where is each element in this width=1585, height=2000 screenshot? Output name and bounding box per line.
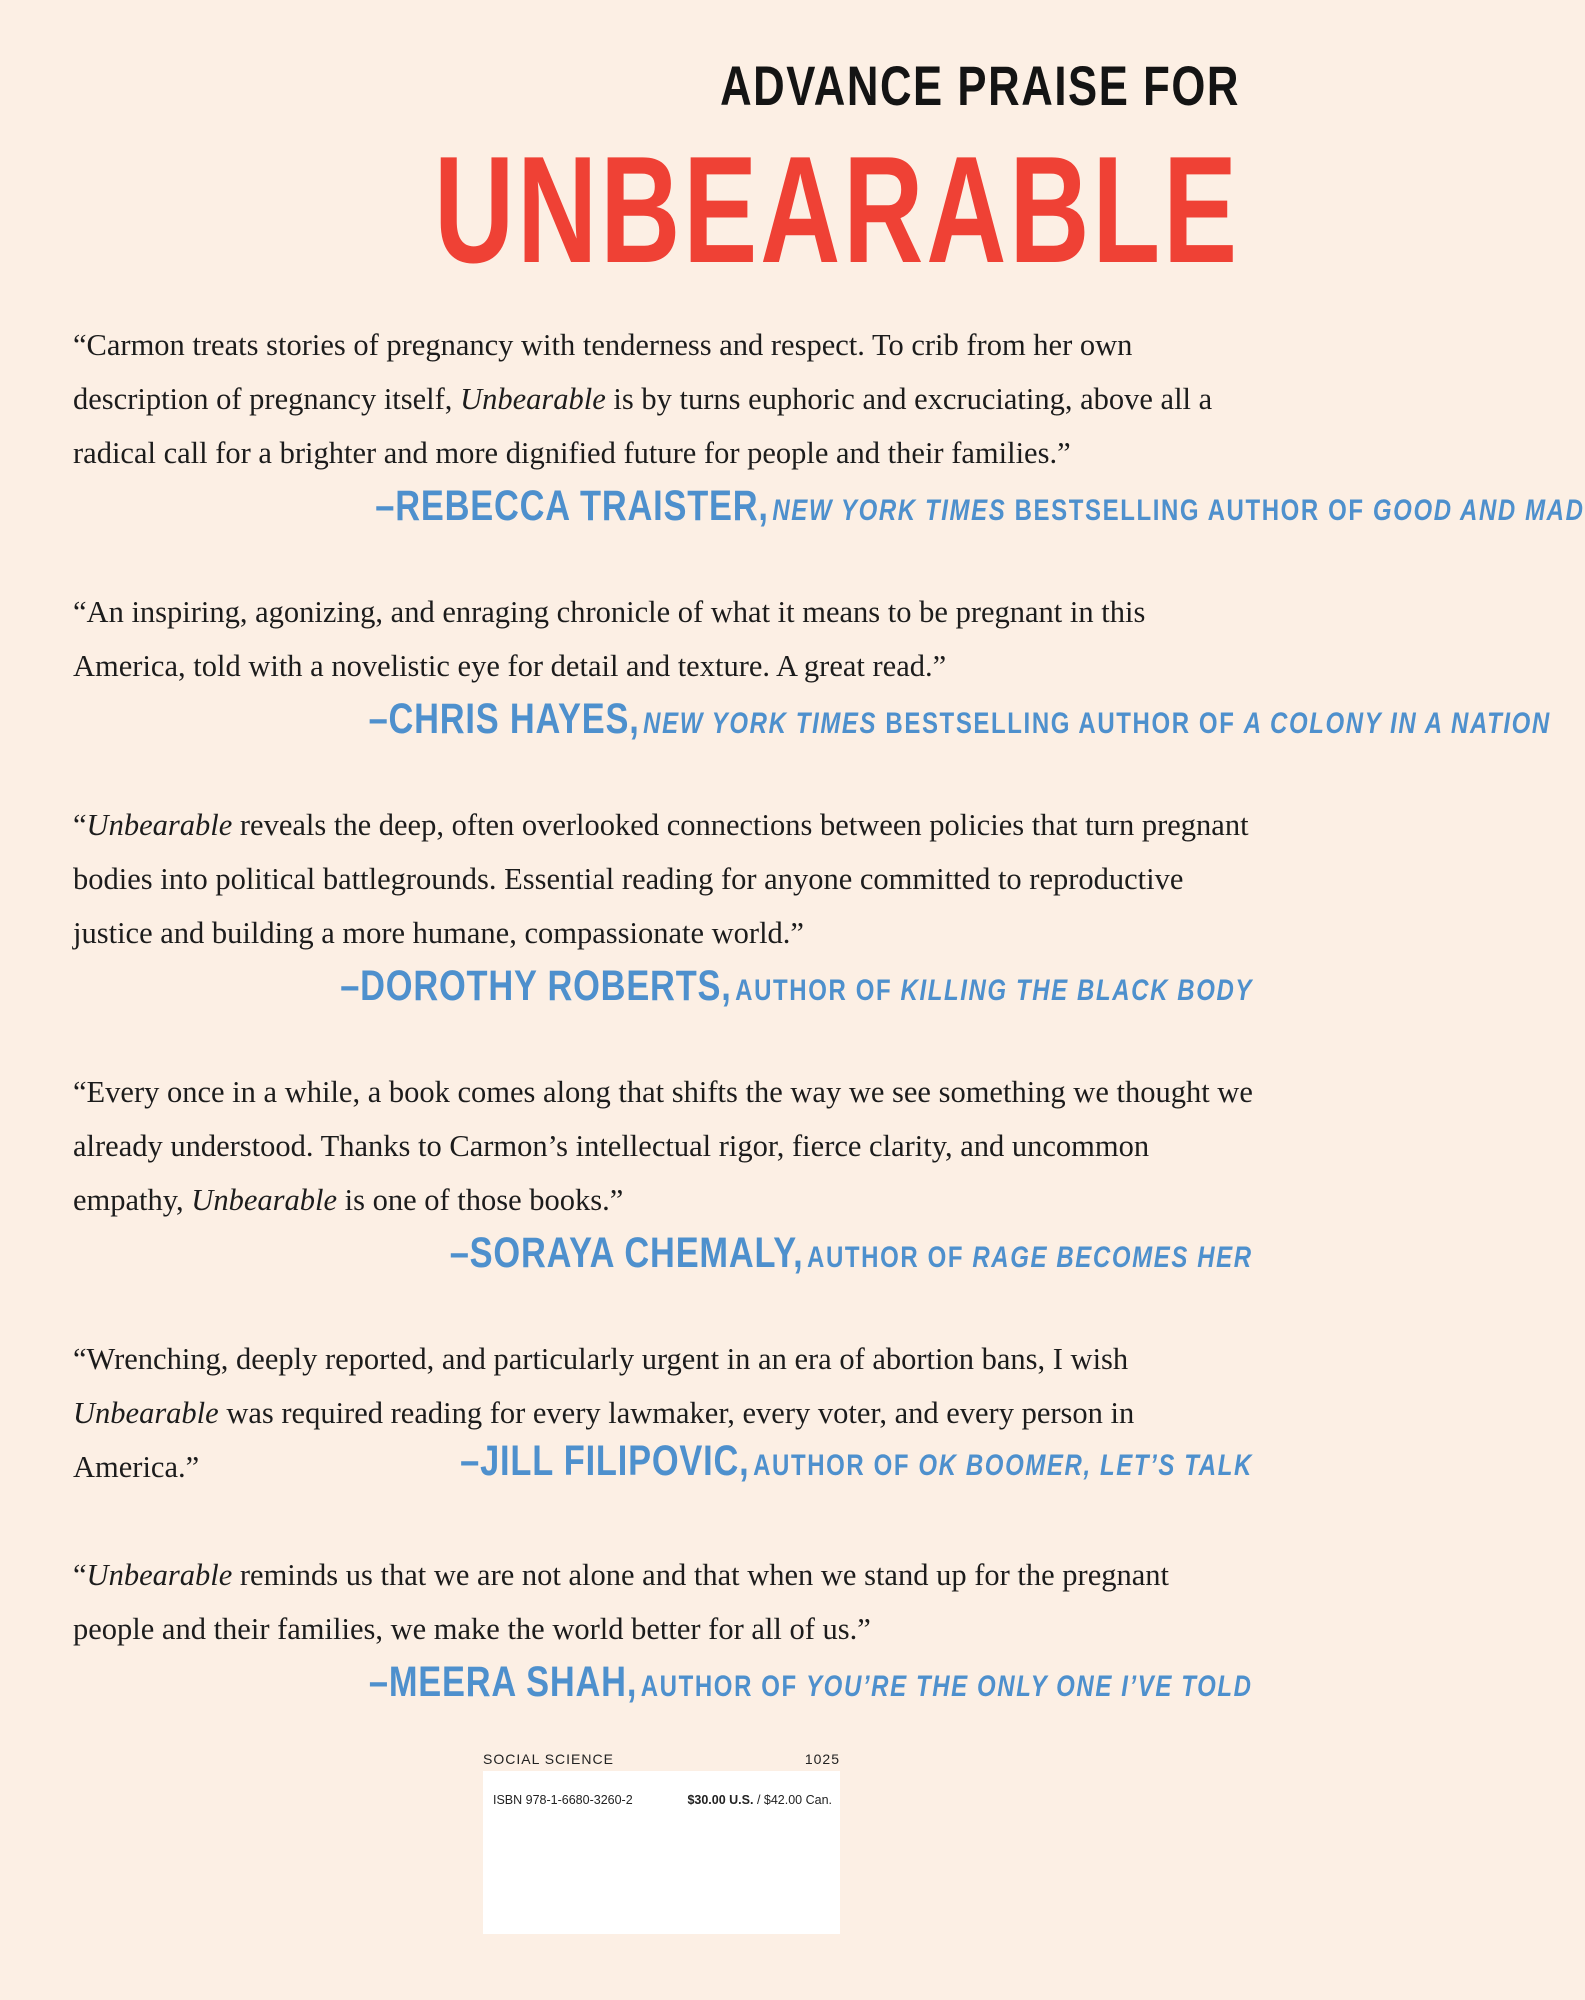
quote-text: “An inspiring, agonizing, and enraging chronicle of what it means to be pregnant in this America, told with a novelistic eye for detail and texture. A great read.”	[73, 595, 1146, 683]
author-name: –DOROTHY ROBERTS,	[340, 962, 732, 1010]
book-title: UNBEARABLE	[434, 125, 1240, 295]
book-category: SOCIAL SCIENCE	[483, 1751, 614, 1767]
quote-block	[73, 585, 1551, 744]
author-name: –JILL FILIPOVIC,	[460, 1437, 750, 1485]
quote-text: “Unbearable reveals the deep, often overlooked connections between policies that turn pregnant bodies into political battlegrounds. Essential reading for anyone committed to reproductive justice and building a more humane, compassionate world.”	[73, 808, 1249, 950]
author-name: –CHRIS HAYES,	[368, 695, 640, 743]
barcode-area	[483, 1771, 840, 1934]
quote-text: “Carmon treats stories of pregnancy with tenderness and respect. To crib from her own description of pregnancy itself, Unbearable is by turns euphoric and excruciating, above all a radical call for a brighter and more dignified future for people and their families.”	[73, 328, 1213, 470]
quote-block	[73, 1548, 1253, 1707]
author-credential: NEW YORK TIMES BESTSELLING AUTHOR OF A COLONY IN A NATION	[643, 707, 1551, 740]
quote-text: “Every once in a while, a book comes along that shifts the way we see something we thought we already understood. Thanks to Carmon’s intellectual rigor, fierce clarity, and uncommon empathy, Unbearable is one of those books.”	[73, 1075, 1253, 1217]
barcode-header	[483, 1751, 840, 1767]
quote-block	[73, 1332, 1253, 1494]
price: $30.00 U.S. / $42.00 Can.	[687, 1793, 832, 1807]
isbn-price-row	[493, 1793, 832, 1807]
author-credential: AUTHOR OF KILLING THE BLACK BODY	[735, 974, 1253, 1007]
quote-attribution	[73, 695, 1551, 744]
quote-attribution	[262, 1437, 1253, 1486]
quote-attribution	[73, 482, 1585, 531]
quote-attribution	[73, 1229, 1253, 1278]
author-name: –SORAYA CHEMALY,	[450, 1229, 804, 1277]
quote-text: “Wrenching, deeply reported, and particularly urgent in an era of abortion bans, I wish Unbearable was required reading for every lawmaker, every voter, and every person in America.”	[73, 1342, 1135, 1484]
author-name: –MEERA SHAH,	[369, 1658, 638, 1706]
header	[136, 54, 1240, 295]
author-credential: NEW YORK TIMES BESTSELLING AUTHOR OF GOOD AND MAD	[772, 494, 1585, 527]
category-code: 1025	[804, 1751, 840, 1767]
author-credential: AUTHOR OF RAGE BECOMES HER	[807, 1241, 1253, 1274]
quote-block	[73, 798, 1253, 1011]
quote-block	[73, 318, 1585, 531]
quote-attribution	[73, 1658, 1253, 1707]
author-credential: AUTHOR OF OK BOOMER, LET’S TALK	[753, 1449, 1253, 1482]
isbn: ISBN 978-1-6680-3260-2	[493, 1793, 633, 1807]
quote-text: “Unbearable reminds us that we are not alone and that when we stand up for the pregnant people and their families, we make the world better for all of us.”	[73, 1558, 1169, 1646]
author-credential: AUTHOR OF YOU’RE THE ONLY ONE I’VE TOLD	[641, 1670, 1253, 1703]
praise-quotes	[73, 318, 1585, 1761]
advance-praise-heading: ADVANCE PRAISE FOR	[720, 54, 1240, 117]
author-name: –REBECCA TRAISTER,	[375, 482, 769, 530]
quote-block	[73, 1065, 1253, 1278]
quote-attribution	[73, 962, 1253, 1011]
